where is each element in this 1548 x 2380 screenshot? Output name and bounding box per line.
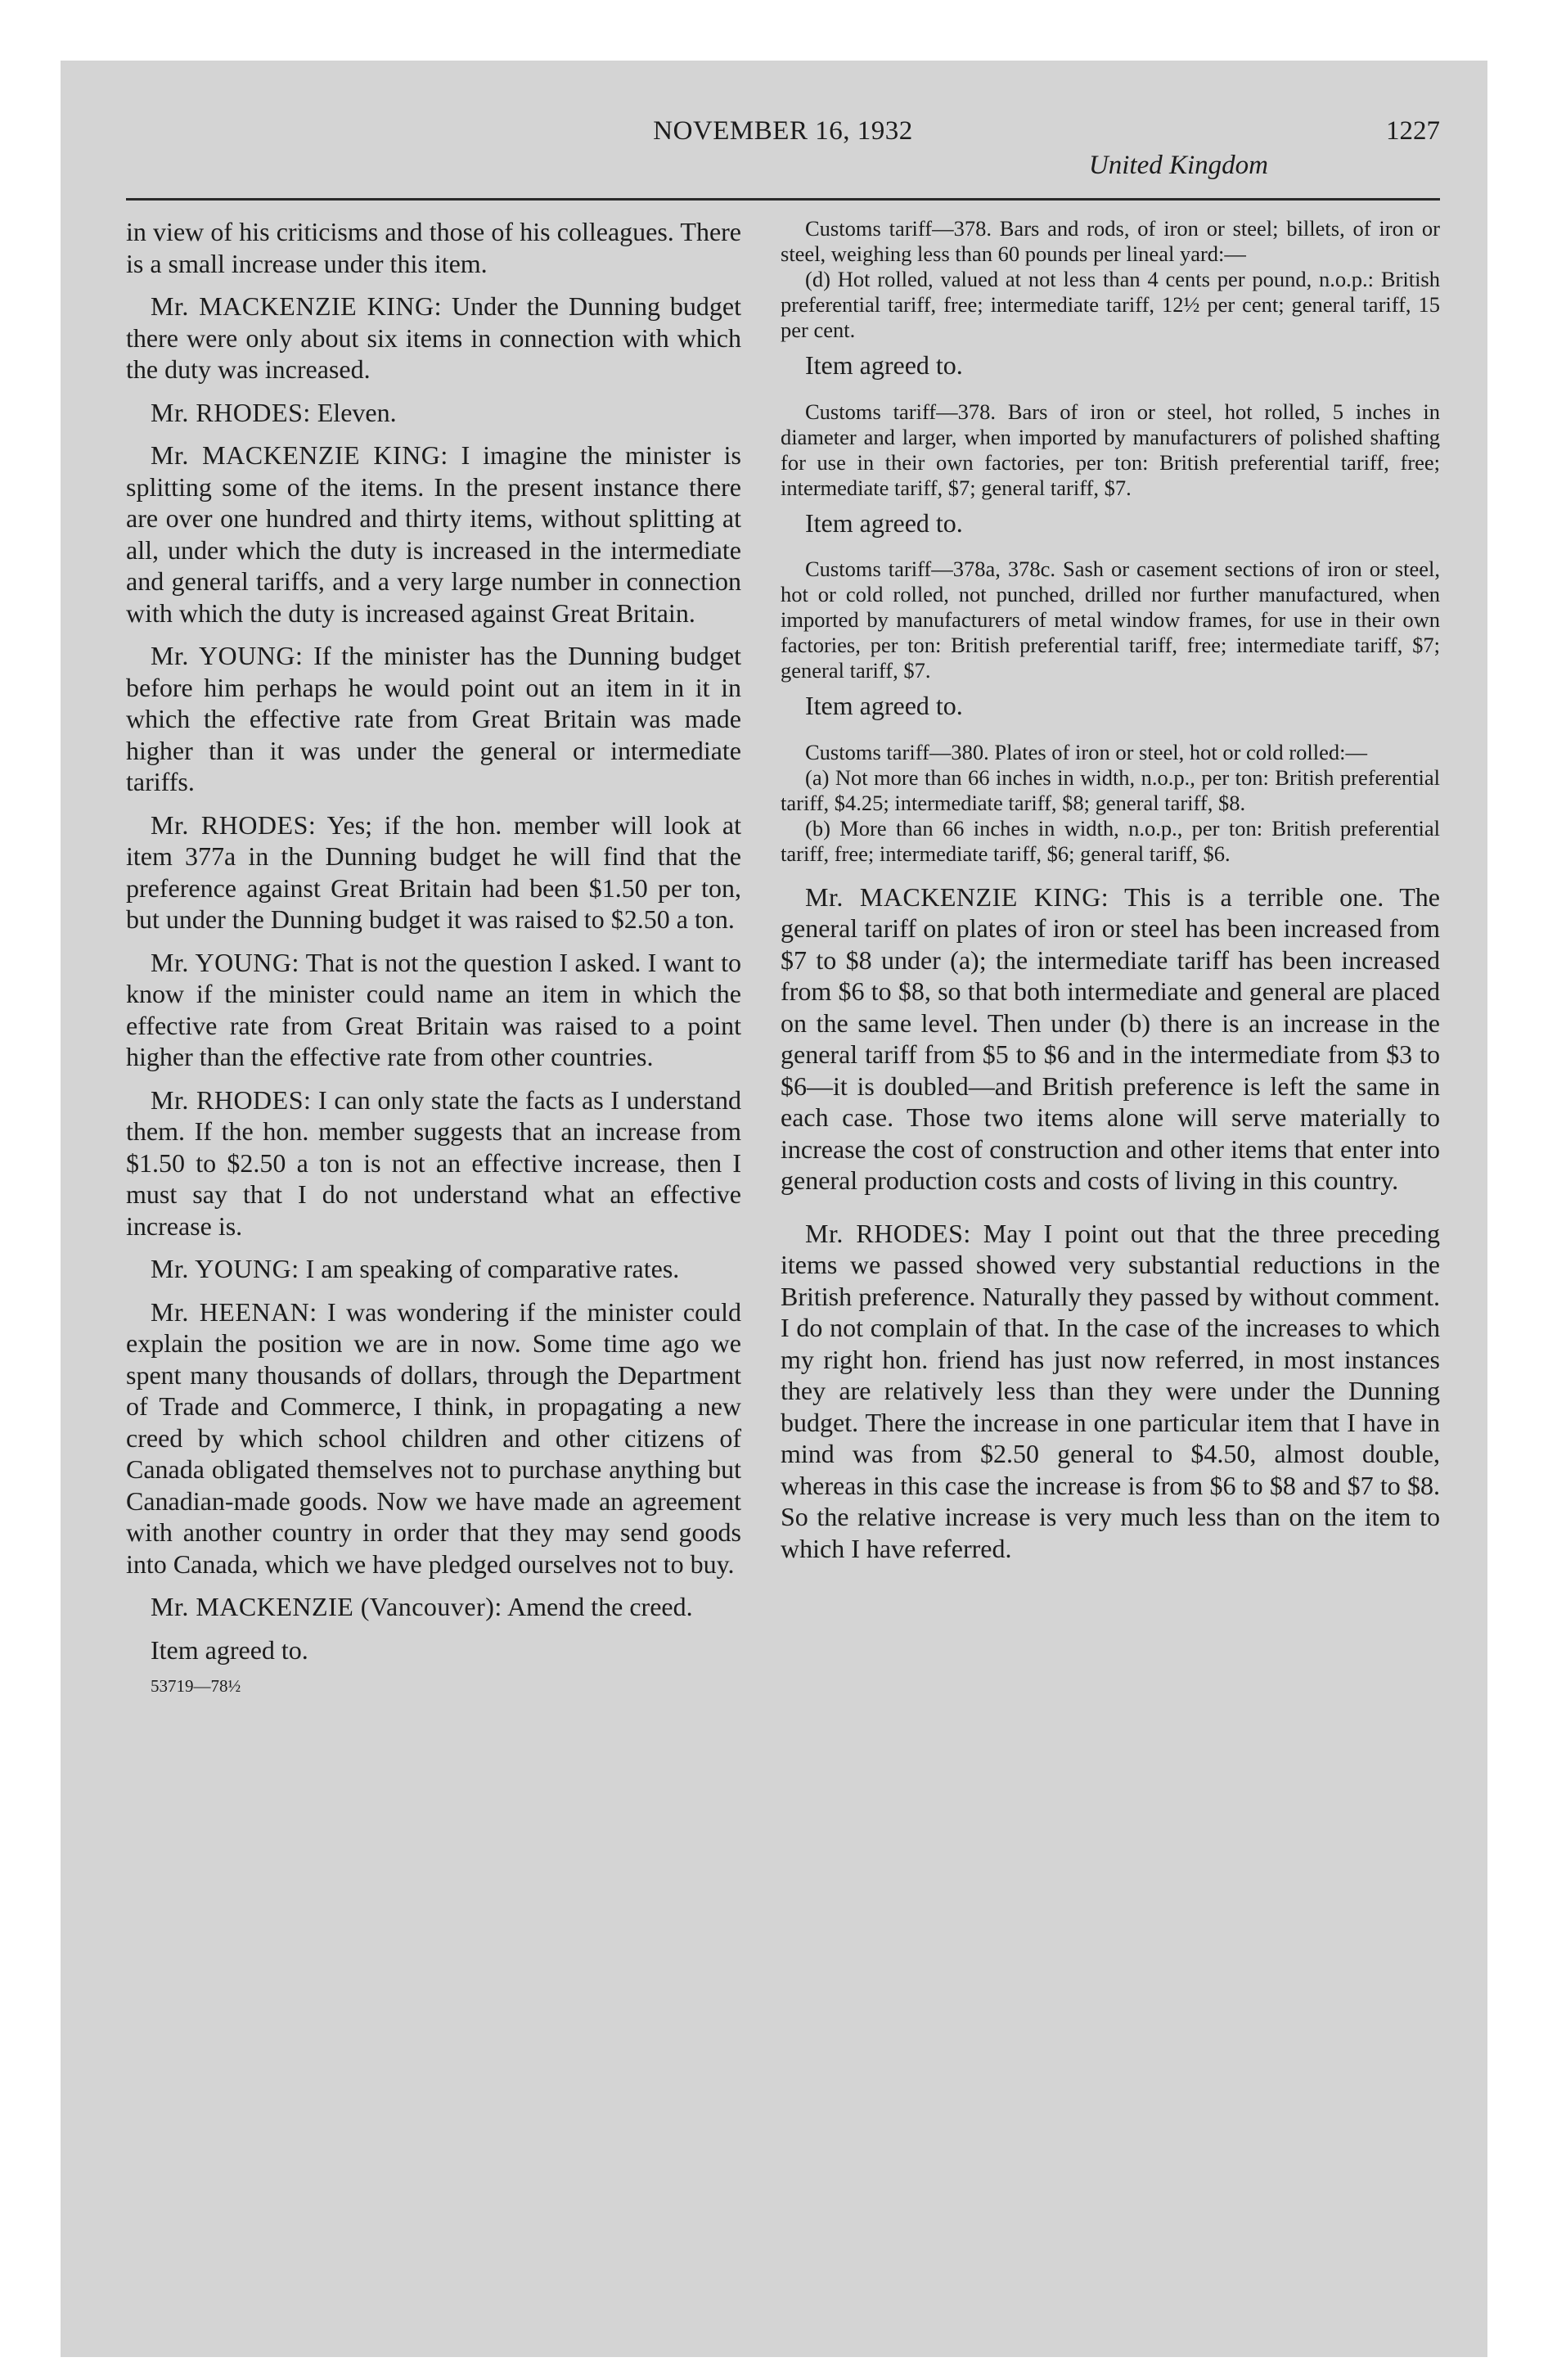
speech <box>126 947 741 1073</box>
speech <box>126 439 741 629</box>
header-rule <box>126 198 1440 201</box>
speech <box>781 881 1440 1197</box>
speech-text: I am speaking of comparative rates. <box>299 1254 680 1283</box>
speaker-name: Mr. MACKENZIE KING: <box>151 291 443 321</box>
speech <box>126 1253 741 1285</box>
speech-text: Eleven. <box>310 397 397 427</box>
page-number: 1227 <box>1386 116 1440 146</box>
speaker-name: Mr. RHODES: <box>151 397 311 427</box>
speech <box>126 1296 741 1580</box>
speaker-name: Mr. HEENAN: <box>151 1296 317 1327</box>
speech-text: That is not the question I asked. I want to know if the minister could name an item in which the effective rate from Great Britain was raised to a point higher than the effective rate from other countries. <box>126 947 742 1071</box>
tariff-description: Customs tariff—380. Plates of iron or steel, hot or cold rolled:— <box>805 739 1367 764</box>
tariff-subitem: (d) Hot rolled, valued at not less than 4 cents per pound, n.o.p.: British preferential tariff, free; intermediate tariff, 12½ per cent; general tariff, 15 per cent. <box>781 267 1440 342</box>
speech-text: Amend the creed. <box>502 1592 693 1621</box>
hansard-page <box>61 61 1487 2357</box>
speaker-name: Mr. YOUNG: <box>151 947 299 977</box>
tariff-description: Customs tariff—378a, 378c. Sash or casement sections of iron or steel, hot or cold rolled, not punched, drilled nor further manufactured, when imported by manufacturers of metal window frames, for use in their own factories, per ton: British preferential tariff, free; intermediate tariff, $7; general tariff, $7. <box>781 557 1440 683</box>
running-header <box>126 113 1440 180</box>
print-code-footnote: 53719—78½ <box>151 1676 241 1696</box>
speaker-name: Mr. RHODES: <box>151 1084 312 1115</box>
speech-text: I was wondering if the minister could explain the position we are in now. Some time ago we spent many thousands of dollars, through the Department of Trade and Commerce, I think, in propagating a new creed by which school children and other citizens of Canada obligated themselves not to purchase anything but Canadian-made goods. Now we have made an agreement with another country in order that they may send goods into Canada, which we have pledged ourselves not to buy. <box>126 1296 742 1579</box>
item-agreed: Item agreed to. <box>805 507 963 538</box>
speaker-name: Mr. MACKENZIE (Vancouver): <box>151 1592 502 1621</box>
speech <box>781 1218 1440 1565</box>
speech-text: I can only state the facts as I understand them. If the hon. member suggests that an increase from $1.50 to $2.50 a ton is not an effective increase, then I must say that I do not understand what an effective increase is. <box>126 1084 742 1241</box>
tariff-subitem: (a) Not more than 66 inches in width, n.o.p., per ton: British preferential tariff, $4.25; intermediate tariff, $8; general tariff, $8. <box>781 764 1440 815</box>
tariff-description: Customs tariff—378. Bars and rods, of iron or steel; billets, of iron or steel, weighing less than 60 pounds per lineal yard:— <box>781 216 1440 266</box>
speech <box>126 809 741 935</box>
tariff-description: Customs tariff—378. Bars of iron or steel, hot rolled, 5 inches in diameter and larger, when imported by manufacturers of polished shafting for use in their own factories, per ton: British preferential tariff, free; intermediate tariff, $7; general tariff, $7. <box>781 399 1440 500</box>
speech-text: Under the Dunning budget there were only about six items in connection with which the duty was increased. <box>126 291 742 384</box>
speech <box>126 397 741 429</box>
speaker-name: Mr. YOUNG: <box>151 1254 299 1283</box>
speech <box>126 291 741 385</box>
speech-text: Yes; if the hon. member will look at item 377a in the Dunning budget he will find that the preference against Great Britain had been $1.50 per ton, but under the Dunning budget it was raised to $2.50 a ton. <box>126 809 742 934</box>
speech-text: If the minister has the Dunning budget before him perhaps he would point out an item in it in which the effective rate from Great Britain was made higher than it was under the general or intermediate tariffs. <box>126 641 742 796</box>
speech-text: This is a terrible one. The general tariff on plates of iron or steel has been increased from $7 to $8 under (a); the intermediate tariff has been increased from $6 to $8, so that both intermediate and general are placed on the same level. Then under (b) there is an increase in the general tariff from $5 to $6 and in the intermediate from $3 to $6—it is doubled—and British preference is left the same in each case. Those two items alone will serve materially to increase the cost of construction and other items that enter into general production costs and costs of living in this country. <box>781 881 1441 1195</box>
item-agreed: Item agreed to. <box>805 691 963 720</box>
tariff-item <box>781 740 1440 867</box>
speech <box>126 1084 741 1242</box>
right-column <box>781 216 1440 1575</box>
tariff-item <box>781 557 1440 683</box>
item-agreed: Item agreed to. <box>151 1634 308 1665</box>
speaker-name: Mr. MACKENZIE KING: <box>151 440 448 470</box>
tariff-item <box>781 399 1440 501</box>
speech-text: I imagine the minister is splitting some of the items. In the present instance there are over one hundred and thirty items, without splitting at all, under which the duty is increased in the intermediate and general tariffs, and a very large number in connection with which the duty is increased against Great Britain. <box>126 440 742 628</box>
speaker-name: Mr. RHODES: <box>151 809 317 840</box>
paragraph: in view of his criticisms and those of his colleagues. There is a small increase under this item. <box>126 217 741 278</box>
speaker-name: Mr. RHODES: <box>805 1218 971 1248</box>
speaker-name: Mr. MACKENZIE KING: <box>805 881 1109 912</box>
header-date: NOVEMBER 16, 1932 <box>653 116 913 146</box>
speaker-name: Mr. YOUNG: <box>151 641 304 670</box>
tariff-subitem: (b) More than 66 inches in width, n.o.p., per ton: British preferential tariff, free; intermediate tariff, $6; general tariff, $6. <box>781 815 1440 866</box>
speech <box>126 640 741 798</box>
item-agreed: Item agreed to. <box>805 350 963 380</box>
speech <box>126 1591 741 1623</box>
speech-text: May I point out that the three preceding items we passed showed very substantial reductions in the British preference. Naturally they passed by without comment. I do not complain of that. In the case of the increases to which my right hon. friend has just now referred, in most instances they are relatively less than they were under the Dunning budget. There the increase in one particular item that I have in mind was from $2.50 general to $4.50, almost double, whereas in this case the increase is from $6 to $8 and $7 to $8. So the relative increase is very much less than on the item to which I have referred. <box>781 1218 1441 1563</box>
tariff-item <box>781 216 1440 343</box>
left-column <box>126 216 741 1702</box>
header-section-title: United Kingdom <box>1088 151 1268 180</box>
